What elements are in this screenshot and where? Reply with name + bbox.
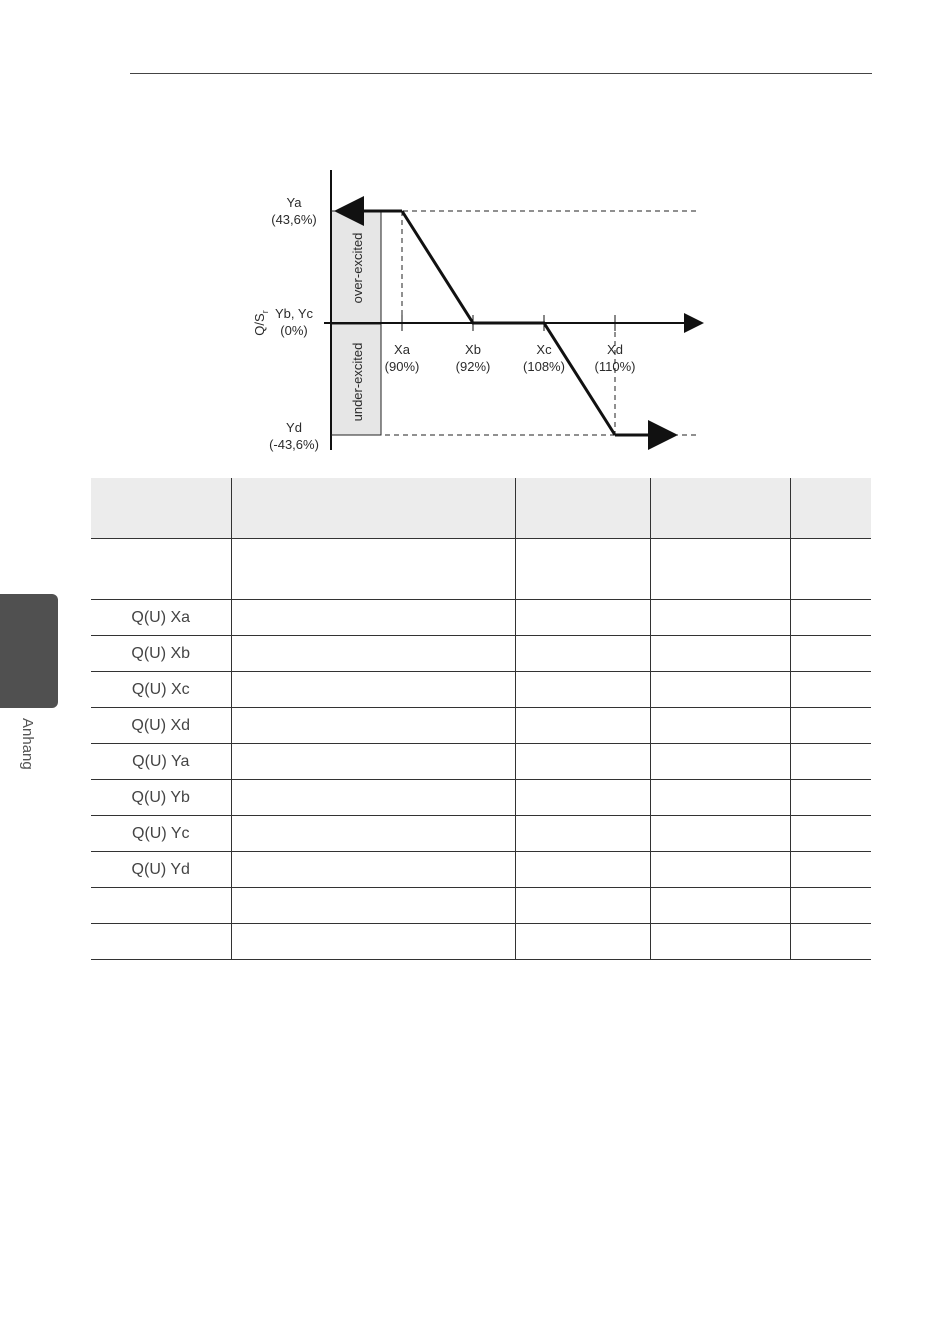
- table-cell: [650, 600, 790, 636]
- table-cell: [650, 780, 790, 816]
- table-cell: [790, 780, 871, 816]
- table-cell: [231, 600, 515, 636]
- table-cell: [790, 816, 871, 852]
- table-row: [91, 636, 871, 672]
- table-cell: [650, 744, 790, 780]
- chapter-label: Anhang: [19, 718, 36, 770]
- table-cell: [790, 600, 871, 636]
- table-header-cell: [650, 478, 790, 539]
- parameter-name: Q(U) Yd: [91, 852, 231, 888]
- parameter-name: Q(U) Ya: [91, 744, 231, 780]
- table-cell: [231, 539, 515, 600]
- table-cell: [790, 539, 871, 600]
- table-cell: [790, 744, 871, 780]
- xb-value: (92%): [455, 359, 491, 374]
- table-cell: [790, 852, 871, 888]
- table-cell: [790, 708, 871, 744]
- table-row: [91, 780, 871, 816]
- table-row: [91, 672, 871, 708]
- xd-label: Xd: [607, 342, 623, 357]
- ybyc-label: Yb, Yc: [274, 306, 314, 321]
- table-cell: [515, 600, 650, 636]
- table-cell: [650, 708, 790, 744]
- table-cell: [650, 539, 790, 600]
- table-row: [91, 600, 871, 636]
- table-header-row: [91, 478, 871, 539]
- table-cell: [515, 816, 650, 852]
- xb-label: Xb: [465, 342, 481, 357]
- table-cell: [515, 924, 650, 960]
- xc-value: (108%): [523, 359, 565, 374]
- table-row: [91, 708, 871, 744]
- parameter-name: Q(U) Xa: [91, 600, 231, 636]
- svg-text:Q/Sr: $Q/S_r$: [252, 310, 270, 336]
- table-header-cell: [515, 478, 650, 539]
- parameter-name: Q(U) Xc: [91, 672, 231, 708]
- table-cell: [650, 816, 790, 852]
- yd-label: Yd: [286, 420, 302, 435]
- table-cell: [790, 888, 871, 924]
- yd-value: (-43,6%): [269, 437, 319, 452]
- parameter-name: [91, 924, 231, 960]
- chapter-tab: [0, 594, 58, 708]
- table-cell: [650, 852, 790, 888]
- table-cell: [515, 888, 650, 924]
- table-cell: [650, 636, 790, 672]
- table-row: [91, 852, 871, 888]
- table-cell: [790, 636, 871, 672]
- under-excited-label: under-excited: [350, 342, 365, 422]
- xd-value: (110%): [594, 359, 636, 374]
- table-cell: [515, 672, 650, 708]
- parameter-name: [91, 888, 231, 924]
- table-cell: [91, 539, 231, 600]
- ya-value: (43,6%): [271, 212, 317, 227]
- table-cell: [650, 672, 790, 708]
- qu-characteristic-diagram: [240, 160, 720, 460]
- table-row: [91, 924, 871, 960]
- ya-label: Ya: [286, 195, 302, 210]
- parameter-table: [91, 478, 871, 960]
- table-cell: [515, 539, 650, 600]
- table-cell: [515, 636, 650, 672]
- table-cell: [650, 888, 790, 924]
- xa-value: (90%): [384, 359, 420, 374]
- table-cell: [515, 708, 650, 744]
- table-cell: [515, 744, 650, 780]
- table-cell: [231, 708, 515, 744]
- table-header-cell: [91, 478, 231, 539]
- ybyc-value: (0%): [280, 323, 308, 338]
- table-cell: [790, 672, 871, 708]
- table-header-cell: [790, 478, 871, 539]
- table-cell: [231, 888, 515, 924]
- table-row: [91, 744, 871, 780]
- table-cell: [231, 636, 515, 672]
- table-cell: [231, 744, 515, 780]
- table-cell: [231, 780, 515, 816]
- parameter-name: Q(U) Yb: [91, 780, 231, 816]
- y-axis-title: [252, 310, 270, 335]
- table-cell: [231, 924, 515, 960]
- over-excited-label: over-excited: [350, 232, 365, 304]
- table-header-cell: [231, 478, 515, 539]
- table-cell: [231, 672, 515, 708]
- table-cell: [790, 924, 871, 960]
- xc-label: Xc: [536, 342, 552, 357]
- table-cell: [650, 924, 790, 960]
- table-cell: [231, 816, 515, 852]
- table-subheader-row: [91, 539, 871, 600]
- table-cell: [515, 852, 650, 888]
- table-row: [91, 816, 871, 852]
- table-row: [91, 888, 871, 924]
- table-cell: [515, 780, 650, 816]
- xa-label: Xa: [394, 342, 410, 357]
- parameter-name: Q(U) Xd: [91, 708, 231, 744]
- table-cell: [231, 852, 515, 888]
- parameter-name: Q(U) Xb: [91, 636, 231, 672]
- parameter-name: Q(U) Yc: [91, 816, 231, 852]
- header-rule: [130, 73, 872, 74]
